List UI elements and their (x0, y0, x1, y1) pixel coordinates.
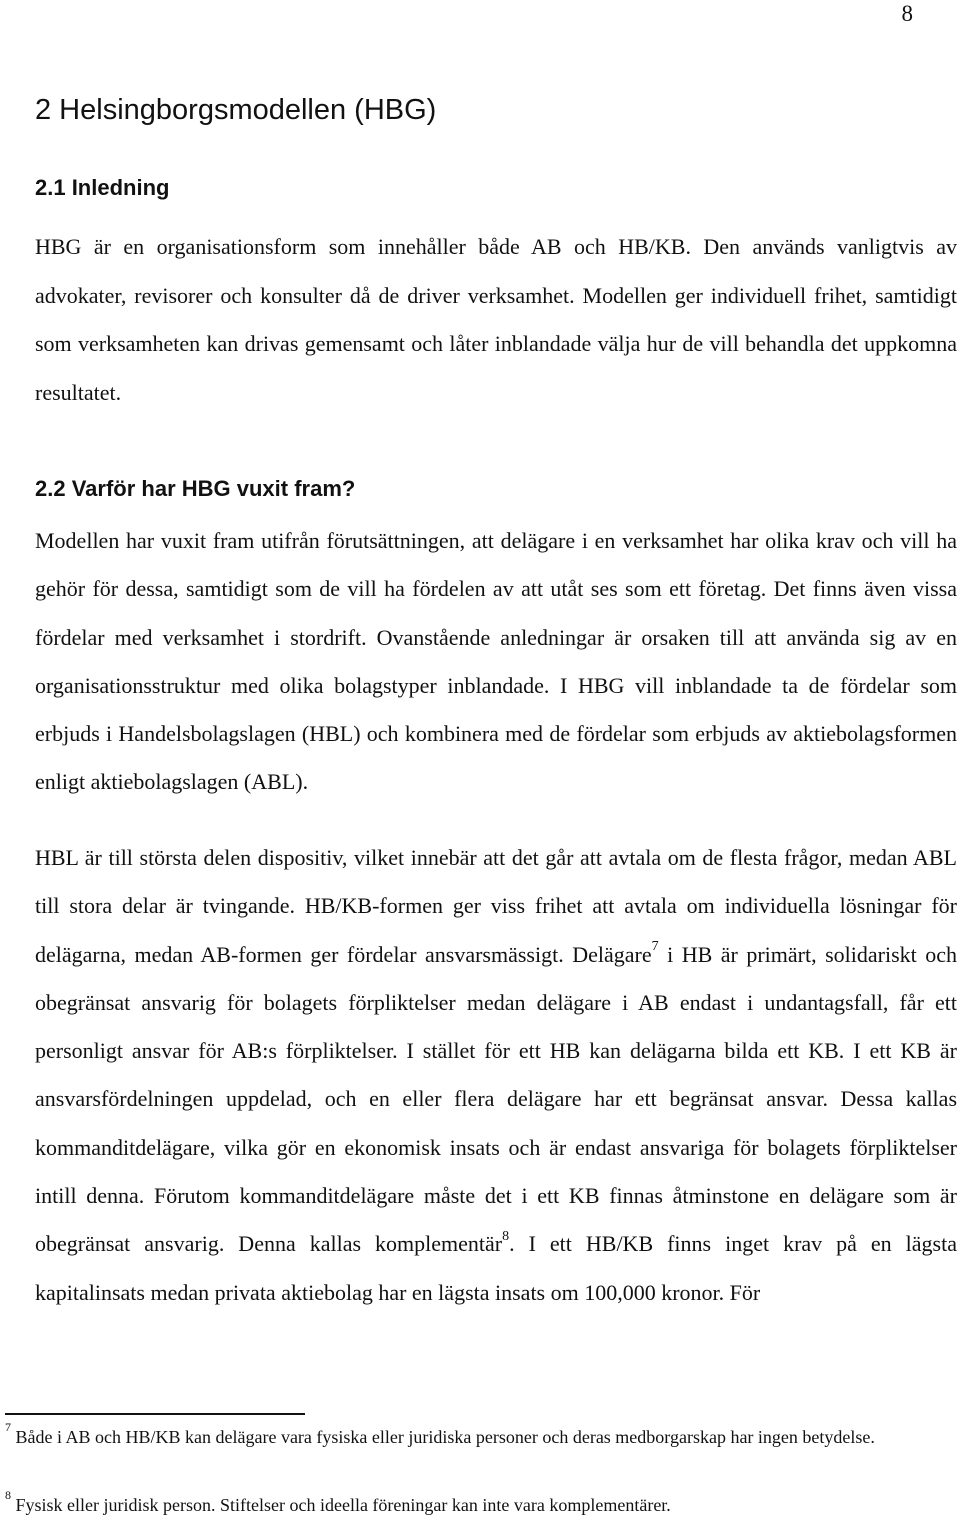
body-paragraph-1: Modellen har vuxit fram utifrån förutsättningen, att delägare i en verksamhet har olika krav och vill ha gehör för dessa, samtidigt som de vill ha fördelen av att utåt ses som ett företag. Det finns även vissa fördelar med verksamhet i stordrift. Ovanstående anledningar är orsaken till att använda sig av en organisationsstruktur med olika bolagstyper inblandade. I HBG vill inblandade ta de fördelar som erbjuds i Handelsbolagslagen (HBL) och kombinera med de fördelar som erbjuds av aktiebolagsformen enligt aktiebolagslagen (ABL). (35, 528, 957, 795)
section-heading-inledning: 2.1 Inledning (35, 175, 170, 200)
paragraph-2-text-a: HBL är till största delen dispositiv, vilket innebär att det går att avtala om de flesta frågor, medan ABL till stora delar är tvingande. HB/KB-formen ger viss frihet att avtala om individuella lösningar för delägarna, medan AB-formen ger fördelar ansvarsmässigt. Delägare (35, 845, 957, 967)
footnote-divider (5, 1413, 305, 1415)
page-number: 8 (901, 1, 913, 26)
intro-paragraph: HBG är en organisationsform som innehåller både AB och HB/KB. Den används vanligtvis av advokater, revisorer och konsulter då de driver verksamhet. Modellen ger individuell frihet, samtidigt som verksamheten kan drivas gemensamt och låter inblandade välja hur de vill behandla det uppkomna resultatet. (35, 234, 957, 405)
footnote-8-text: Fysisk eller juridisk person. Stiftelser och ideella föreningar kan inte vara komplementärer. (11, 1495, 671, 1515)
footnote-ref-8: 8 (502, 1229, 510, 1245)
footnote-8-number: 8 (5, 1488, 11, 1502)
paragraph-2-text-b: i HB är primärt, solidariskt och obegränsat ansvarig för bolagets förpliktelser medan delägare i AB endast i undantagsfall, får ett personligt ansvar för AB:s förpliktelser. I stället för ett HB kan delägarna bilda ett KB. I ett KB är ansvarsfördelningen uppdelad, och en eller flera delägare har ett begränsat ansvar. Dessa kallas kommanditdelägare, vilka gör en ekonomisk insats och är endast ansvariga för bolagets förpliktelser intill denna. Förutom kommanditdelägare måste det i ett KB finnas åtminstone en delägare som är obegränsat ansvarig. Denna kallas komplementär (35, 941, 957, 1257)
footnote-7-number: 7 (5, 1420, 11, 1434)
footnote-7-text: Både i AB och HB/KB kan delägare vara fysiska eller juridiska personer och deras medborgarskap har ingen betydelse. (11, 1427, 875, 1447)
footnote-ref-7: 7 (651, 939, 659, 955)
paragraph-2-text-c: . I ett HB/KB finns inget krav på en lägsta kapitalinsats medan privata aktiebolag har en lägsta insats om 100,000 kronor. För (35, 1231, 957, 1305)
footnote-8 (5, 1489, 960, 1522)
footnote-7 (5, 1421, 960, 1454)
section-heading-varfor: 2.2 Varför har HBG vuxit fram? (35, 476, 356, 501)
chapter-title: 2 Helsingborgsmodellen (HBG) (35, 94, 437, 126)
body-paragraph-2 (35, 834, 957, 1317)
